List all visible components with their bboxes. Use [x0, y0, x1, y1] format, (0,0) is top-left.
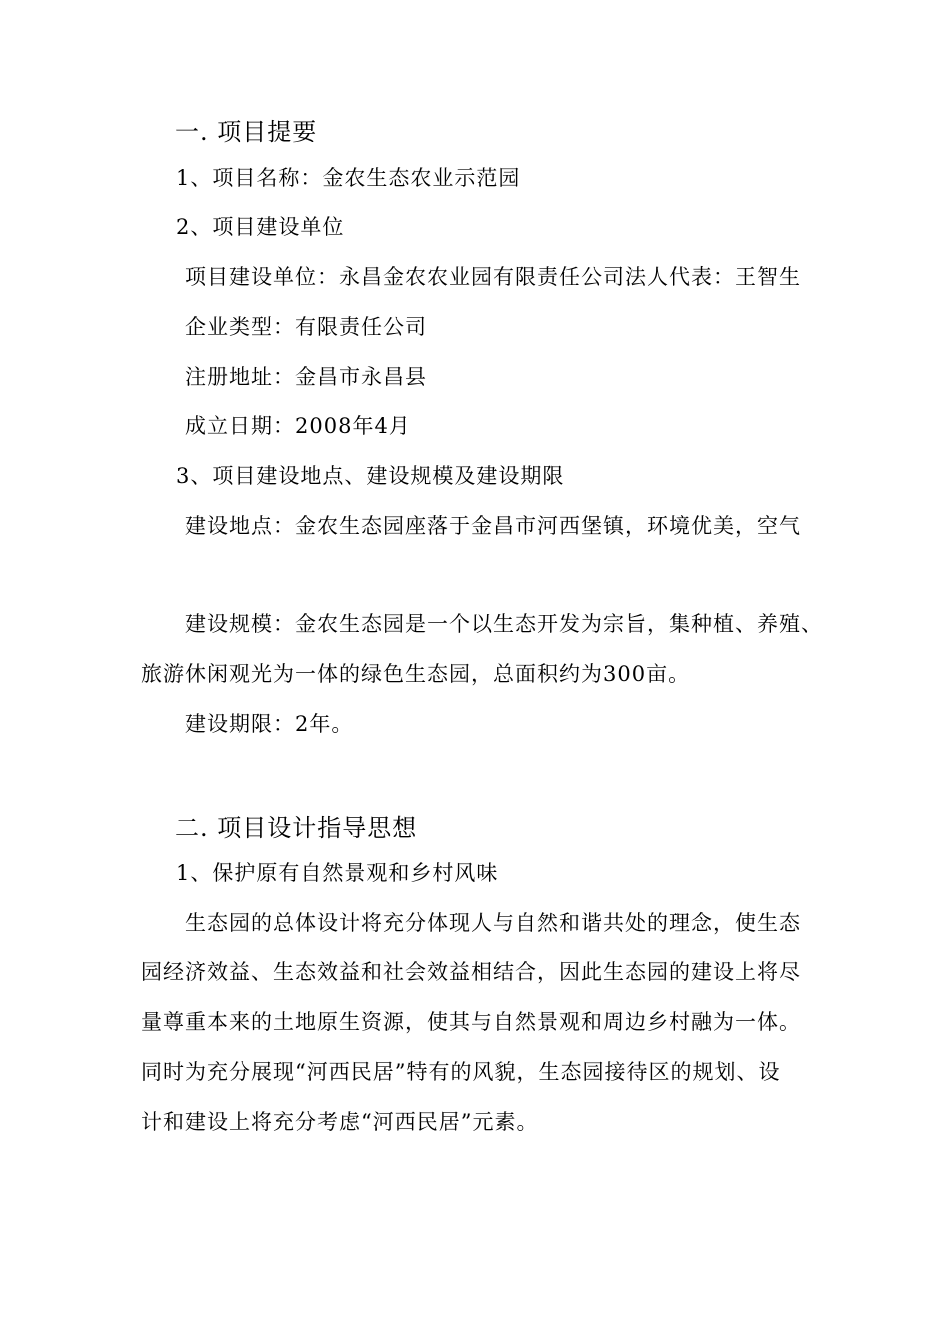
construction-scale-line-1: 建设规模：金农生态园是一个以生态开发为宗旨，集种植、养殖、 — [185, 612, 823, 636]
paragraph-line-3: 量尊重本来的土地原生资源，使其与自然景观和周边乡村融为一体。 — [141, 1010, 801, 1034]
section-2-title: 二. 项目设计指导思想 — [175, 814, 418, 842]
paragraph-line-1: 生态园的总体设计将充分体现人与自然和谐共处的理念，使生态 — [185, 911, 801, 935]
enterprise-type-text: 企业类型：有限责任公司 — [185, 315, 427, 339]
construction-scale-line-2: 旅游休闲观光为一体的绿色生态园，总面积约为300亩。 — [141, 662, 691, 686]
establish-date-text: 成立日期：2008年4月 — [185, 414, 411, 438]
paragraph-line-4: 同时为充分展现“河西民居”特有的风貌，生态园接待区的规划、设 — [141, 1060, 781, 1084]
location-scale-period-heading: 3、项目建设地点、建设规模及建设期限 — [176, 464, 565, 488]
paragraph-line-5: 计和建设上将充分考虑“河西民居”元素。 — [141, 1110, 539, 1134]
protect-landscape-heading: 1、保护原有自然景观和乡村风味 — [176, 861, 499, 885]
construction-unit-heading: 2、项目建设单位 — [176, 215, 345, 239]
paragraph-line-2: 园经济效益、生态效益和社会效益相结合，因此生态园的建设上将尽 — [141, 960, 801, 984]
registered-address-text: 注册地址：金昌市永昌县 — [185, 365, 427, 389]
section-1-title: 一. 项目提要 — [175, 118, 318, 146]
construction-location-text: 建设地点：金农生态园座落于金昌市河西堡镇，环境优美，空气 — [185, 514, 801, 538]
construction-unit-text: 项目建设单位：永昌金农农业园有限责任公司法人代表：王智生 — [185, 265, 801, 289]
project-name-item: 1、项目名称：金农生态农业示范园 — [176, 166, 521, 190]
construction-period-text: 建设期限：2年。 — [185, 712, 354, 736]
